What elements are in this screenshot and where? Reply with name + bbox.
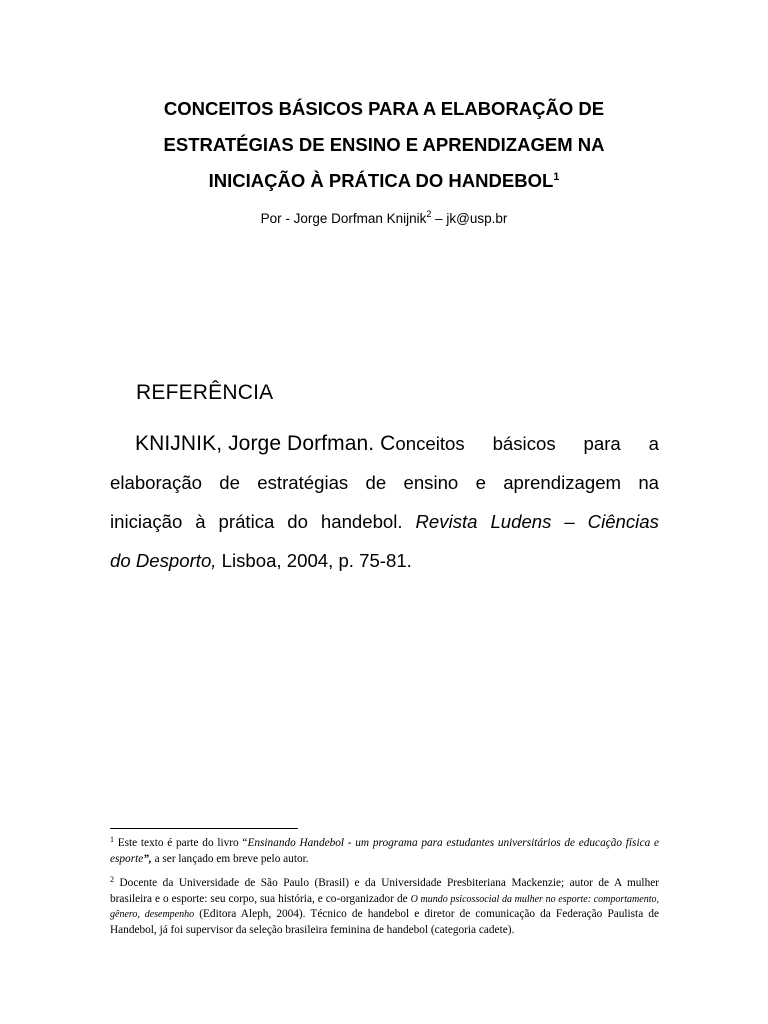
footnote-1-book-title: Ensinando Handebol - um programa para estudantes universitários de educação física e esporte <box>110 837 659 865</box>
byline-author: Por - Jorge Dorfman Knijnik <box>260 211 427 226</box>
footnote-2-book-title: O mundo psicossocial da mulher no esporte: comportamento, gênero, desempenho <box>110 893 659 920</box>
footnote-separator <box>110 828 298 829</box>
title-line-3 <box>80 163 688 199</box>
reference-word: ensino <box>403 472 459 493</box>
footnote-1 <box>110 836 659 867</box>
title-line-2: ESTRATÉGIAS DE ENSINO E APRENDIZAGEM NA <box>163 134 605 155</box>
journal-title-end: do Desporto, <box>110 550 217 571</box>
reference-line-1 <box>110 424 659 463</box>
reference-author <box>135 424 465 463</box>
reference-word: básicos <box>492 433 556 454</box>
footnote-2-text-end: (Editora Aleph, 2004). Técnico de handebol e diretor de comunicação da Federação Paulista de Handebol, já foi supervisor da seleção brasileira feminina de handebol (categoria cadete). <box>110 908 659 936</box>
reference-word: à <box>195 511 206 532</box>
reference-author-name: KNIJNIK, Jorge Dorfman. C <box>135 432 396 455</box>
journal-title-word: Ludens <box>490 511 552 532</box>
reference-word: para <box>583 433 621 454</box>
journal-title-word: Ciências <box>587 511 659 532</box>
author-byline <box>80 211 688 226</box>
reference-citation <box>110 424 659 580</box>
footnotes <box>110 836 659 947</box>
reference-word: estratégias <box>257 472 349 493</box>
reference-word: e <box>475 472 486 493</box>
reference-word: prática <box>218 511 275 532</box>
reference-word: aprendizagem <box>503 472 622 493</box>
reference-heading: REFERÊNCIA <box>136 381 274 404</box>
journal-title-word: – <box>564 511 575 532</box>
reference-line-3 <box>110 502 659 541</box>
reference-word: elaboração <box>110 472 203 493</box>
title-line-1: CONCEITOS BÁSICOS PARA A ELABORAÇÃO DE <box>163 98 605 119</box>
byline-footnote-mark: 2 <box>426 209 432 219</box>
byline-email: – jk@usp.br <box>431 211 508 226</box>
reference-word: handebol. <box>320 511 403 532</box>
footnote-2-text: Docente da Universidade de São Paulo (Brasil) e da Universidade Presbiteriana Mackenzie; autor de A mulher brasileira e o esporte: seu corpo, sua história, e co-organizador de <box>110 877 659 905</box>
title-line-3-text: INICIAÇÃO À PRÁTICA DO HANDEBOL <box>208 170 554 191</box>
footnote-1-quote: ”, <box>143 852 152 865</box>
reference-word: onceitos <box>395 433 465 454</box>
reference-line-4 <box>110 541 659 580</box>
footnote-2 <box>110 876 659 938</box>
publication-details: Lisboa, 2004, p. 75-81. <box>216 550 412 571</box>
footnote-1-text: Este texto é parte do livro “ <box>114 837 248 849</box>
reference-word: iniciação <box>110 511 183 532</box>
footnote-1-mark: 1 <box>110 835 114 844</box>
reference-word: de <box>219 472 240 493</box>
reference-word: na <box>638 472 659 493</box>
journal-title-word: Revista <box>415 511 478 532</box>
reference-line-2 <box>110 463 659 502</box>
article-title <box>80 91 688 199</box>
reference-word: a <box>648 433 659 454</box>
footnote-2-mark: 2 <box>110 875 114 884</box>
reference-word: do <box>287 511 308 532</box>
title-footnote-mark: 1 <box>553 171 560 183</box>
reference-word: de <box>365 472 387 493</box>
footnote-1-text-end: a ser lançado em breve pelo autor. <box>151 852 309 865</box>
